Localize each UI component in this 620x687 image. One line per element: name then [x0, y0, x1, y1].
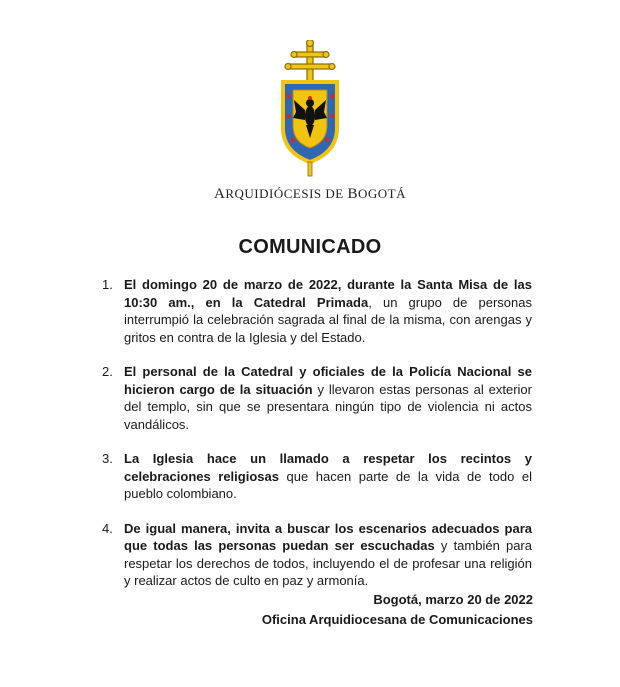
- item-bold-text: El personal de la Catedral y oficiales de la Policía Nacional se hicieron cargo de la situación: [124, 364, 532, 397]
- item-text: y también para respetar los derechos de todos, incluyendo el de profesar una religión y realizar actos de culto en paz y armonía.: [124, 538, 532, 588]
- org-name-part2: OGOTÁ: [357, 186, 406, 201]
- item-bold-text: De igual manera, invita a buscar los escenarios adecuados para que todas las personas puedan ser escuchadas: [124, 520, 532, 553]
- coat-of-arms-icon: [275, 40, 345, 180]
- org-name-part1: RQUIDIÓCESIS DE: [225, 186, 348, 201]
- item-number: 4.: [102, 520, 113, 536]
- org-initial-b: B: [347, 186, 358, 202]
- statement-item-2: [98, 363, 532, 433]
- item-text: y llevaron estas personas al exterior del templo, sin que se presentara ningún tipo de violencia ni actos vandálicos.: [124, 381, 532, 432]
- signature-block: [262, 590, 533, 630]
- place-date: Bogotá, marzo 20 de 2022: [373, 592, 533, 607]
- item-bold-text: La Iglesia hace un llamado a respetar los recintos y celebraciones religiosas: [124, 451, 532, 484]
- item-text: que hacen parte de la vida de todo el pueblo colombiano.: [124, 468, 532, 501]
- statement-item-4: [98, 520, 532, 590]
- item-bold-text: El domingo 20 de marzo de 2022, durante la Santa Misa de las 10:30 am., en la Catedral Primada: [124, 277, 532, 310]
- item-number: 2.: [102, 364, 113, 379]
- issuing-office: Oficina Arquidiocesana de Comunicaciones: [261, 612, 533, 627]
- statement-item-3: [98, 450, 532, 503]
- item-number: 1.: [102, 277, 113, 292]
- org-initial-a: A: [214, 186, 226, 202]
- statement-list: [98, 276, 532, 607]
- statement-item-1: [98, 276, 532, 346]
- archdiocese-coat-of-arms: [0, 40, 620, 185]
- item-text: , un grupo de personas interrumpió la celebración sagrada al final de la misma, con arengas y gritos en contra de la Iglesia y del Estado.: [124, 294, 532, 345]
- organization-name: [0, 186, 620, 203]
- document-title: COMUNICADO: [238, 236, 382, 258]
- item-number: 3.: [102, 451, 113, 466]
